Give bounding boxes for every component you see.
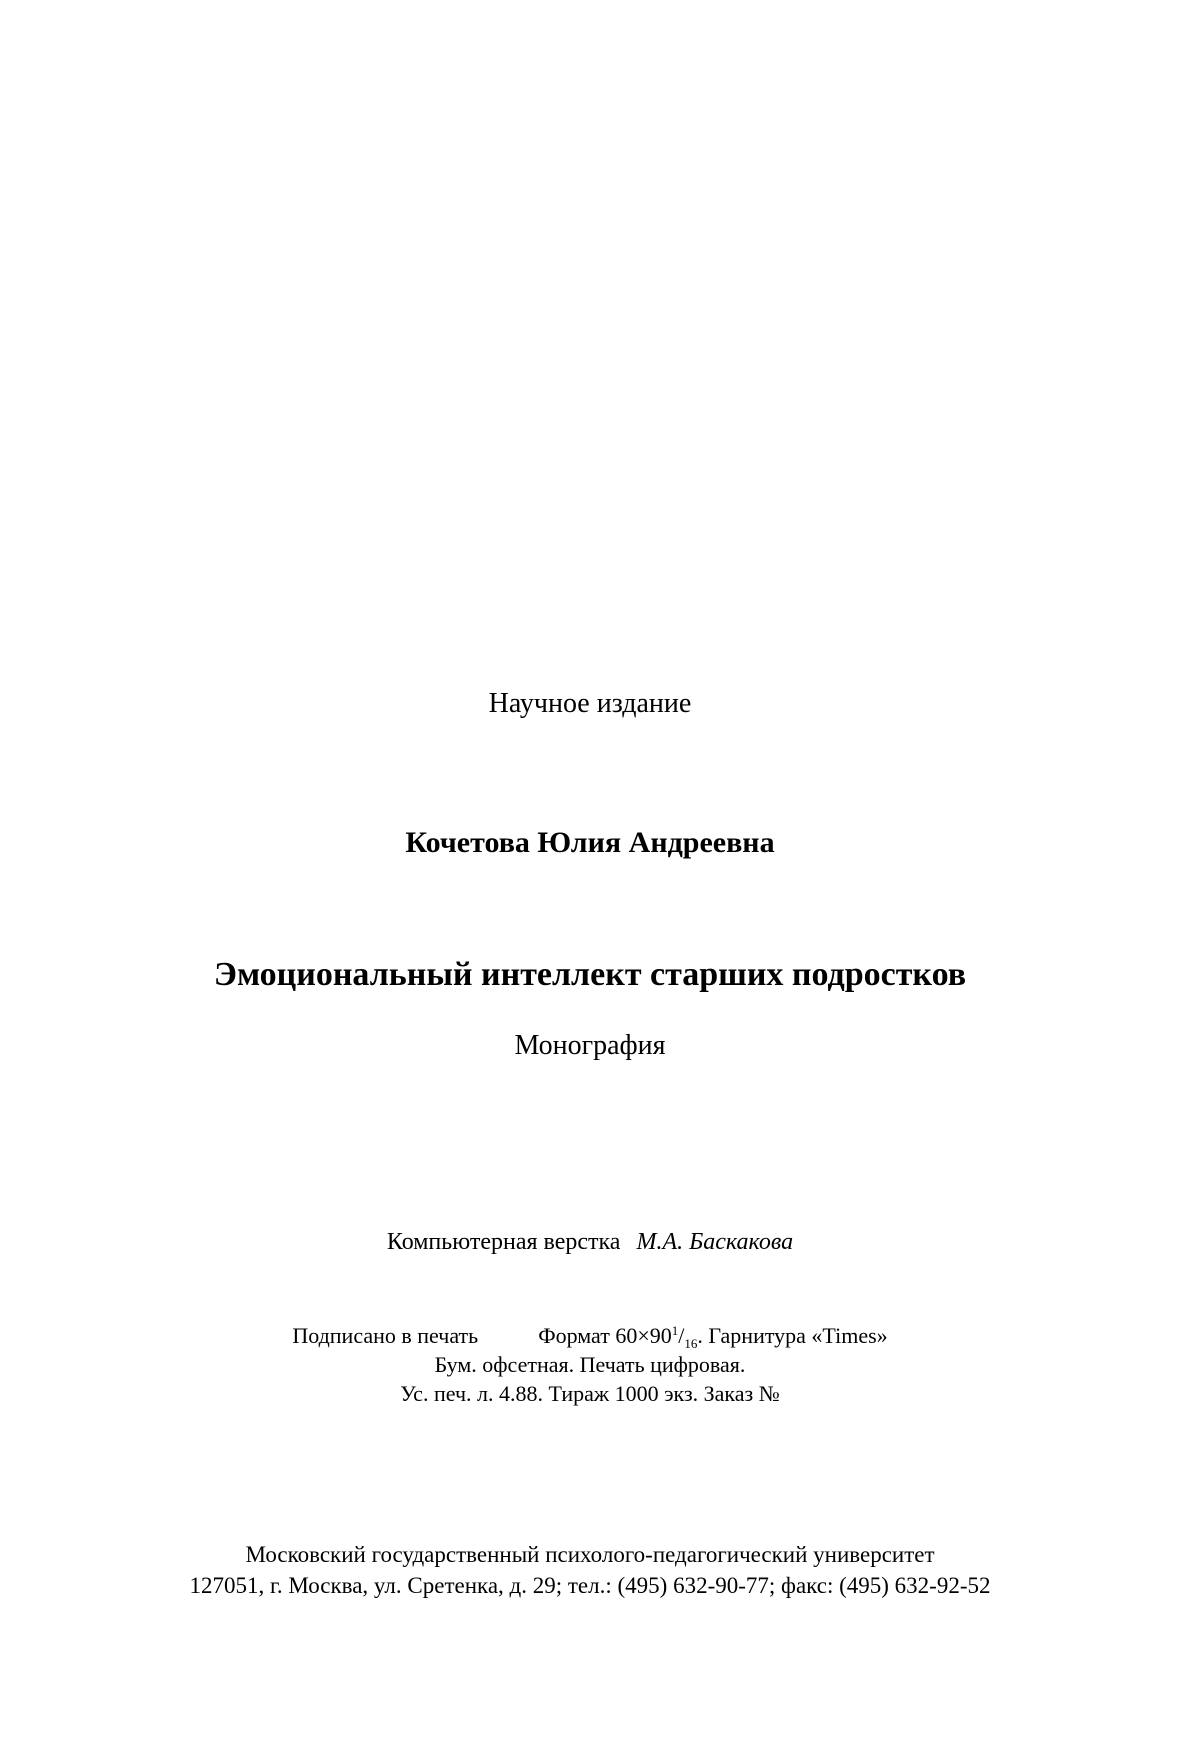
layout-credit-person: М.А. Баскакова xyxy=(636,1229,794,1255)
print-format-slash: / xyxy=(678,1323,685,1348)
publisher-name: Московский государственный психолого-педагогический университет xyxy=(245,1542,935,1567)
print-format-suffix: . Гарнитура «Times» xyxy=(697,1323,888,1348)
book-genre: Монография xyxy=(514,1030,666,1061)
print-format-sup: 1 xyxy=(671,1323,679,1338)
print-paper: Бум. офсетная. Печать цифровая. xyxy=(434,1352,746,1377)
print-signed: Подписано в печать xyxy=(292,1323,479,1348)
edition-type: Научное издание xyxy=(488,688,692,719)
print-format-prefix: Формат 60×90 xyxy=(538,1323,672,1348)
layout-credit-label: Компьютерная верстка xyxy=(386,1229,621,1255)
author-name: Кочетова Юлия Андреевна xyxy=(405,826,775,859)
print-volume: Ус. печ. л. 4.88. Тираж 1000 экз. Заказ № xyxy=(400,1381,780,1406)
book-title: Эмоциональный интеллект старших подростков xyxy=(213,956,967,993)
print-signed-format-line xyxy=(0,1323,1180,1351)
publisher-address: 127051, г. Москва, ул. Сретенка, д. 29; тел.: (495) 632-90-77; факс: (495) 632-92-52 xyxy=(189,1573,991,1598)
layout-credit xyxy=(0,1230,1180,1254)
print-format-sub: 16 xyxy=(684,1336,698,1351)
